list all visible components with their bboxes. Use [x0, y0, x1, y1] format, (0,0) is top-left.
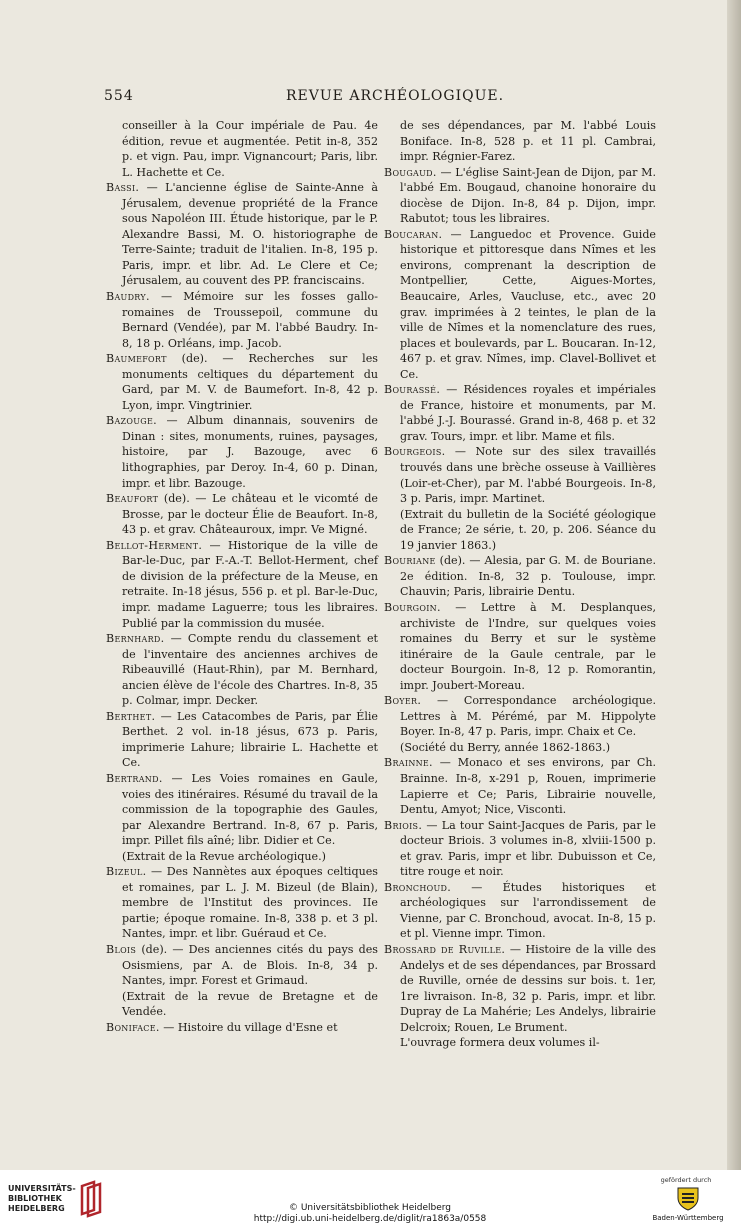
page-number: 554	[104, 88, 134, 104]
entry-text: — Lettre à M. Desplanques, archiviste de l'Indre, sur quelques voies romaines du Berry et sur le système itinéraire de la Gaule centrale, par le docteur Bourgoin. In-8, 12 p. Romorantin, impr. Joubert-Moreau.	[400, 600, 656, 692]
entry-author: Berthet.	[106, 709, 156, 723]
entry-author: Baumefort	[106, 352, 167, 366]
entry-author: Bougaud.	[384, 165, 437, 179]
entry-author: Boyer.	[384, 694, 422, 708]
bibliography-entry	[384, 227, 656, 382]
bibliography-entry	[106, 709, 378, 771]
entry-text: — Études historiques et archéologiques sur l'arrondissement de Vienne, par C. Bronchoud, avocat. In-8, 15 p. et pl. Vienne impr. Timon.	[400, 880, 656, 941]
copyright-block	[250, 1203, 490, 1225]
entry-text: — Album dinannais, souvenirs de Dinan : sites, monuments, ruines, paysages, histoire, par J. Bazouge, avec 6 lithographies, par Deroy. In-4, 60 p. Dinan, impr. et libr. Bazouge.	[122, 414, 378, 490]
bibliography-entry	[106, 180, 378, 289]
page-gutter-shadow	[727, 0, 741, 1170]
entry-text: (de). — Le château et le vicomté de Brosse, par le docteur Élie de Beaufort. In-8, 43 p. et grav. Châteauroux, impr. Ve Migné.	[122, 492, 378, 537]
bibliography-entry	[384, 600, 656, 693]
entry-text: — Les Voies romaines en Gaule, voies des itinéraires. Résumé du travail de la commission de la topographie des Gaules, par Alexandre Bertrand. In-8, 67 p. Paris, impr. Pillet fils aîné; libr. Didier et Ce.	[122, 771, 378, 848]
page-header	[104, 88, 684, 106]
entry-author: Bassi.	[106, 181, 140, 195]
library-name-line: HEIDELBERG	[8, 1204, 65, 1213]
entry-text: — Les Catacombes de Paris, par Élie Berthet. 2 vol. in-18 jésus, 673 p. Paris, imprimerie Lahure; librairie L. Hachette et Ce.	[122, 709, 378, 770]
entry-author: Beaufort	[106, 492, 159, 506]
entry-text: — Correspondance archéologique. Lettres à M. Pérémé, par M. Hippolyte Boyer. In-8, 47 p. Paris, impr. Chaix et Ce.	[400, 694, 656, 739]
bibliography-entry	[106, 118, 378, 180]
entry-author: Boniface.	[106, 1020, 160, 1034]
entry-text: (de). — Recherches sur les monuments celtiques du département du Gard, par M. V. de Baumefort. In-8, 42 p. Lyon, impr. Vingtrinier.	[122, 352, 378, 412]
bibliography-entry	[384, 693, 656, 740]
bibliography-entry	[106, 989, 378, 1020]
running-title: REVUE ARCHÉOLOGIQUE.	[286, 88, 505, 104]
entry-text: — La tour Saint-Jacques de Paris, par le docteur Briois. 3 volumes in-8, xlviii-1500 p. et grav. Paris, impr et libr. Dubuisson et Ce, titre rouge et noir.	[400, 818, 656, 879]
bibliography-entry	[106, 771, 378, 849]
entry-text: (de). — Alesia, par G. M. de Bouriane. 2e édition. In-8, 32 p. Toulouse, impr. Chauvin; Paris, librairie Dentu.	[400, 554, 656, 599]
bibliography-entry	[384, 118, 656, 165]
bibliography-entry	[106, 351, 378, 413]
right-column	[384, 118, 656, 1051]
entry-text: L'ouvrage formera deux volumes il-	[400, 1036, 600, 1050]
entry-author: Bernhard.	[106, 632, 165, 646]
bibliography-entry	[384, 1035, 656, 1051]
bibliography-entry	[384, 507, 656, 554]
entry-text: — Histoire de la ville des Andelys et de ses dépendances, par Brossard de Ruville, ornée de dessins sur bois. t. 1er, 1re livraison. In-8, 32 p. Paris, impr. et libr. Dupray de La Mahérie; Les Andelys, librairie Delcroix; Rouen, Le Brument.	[400, 942, 656, 1034]
bibliography-entry	[106, 491, 378, 538]
entry-text: de ses dépendances, par M. l'abbé Louis Boniface. In-8, 528 p. et 11 pl. Cambrai, impr. Régnier-Farez.	[400, 119, 656, 164]
bibliography-entry	[106, 849, 378, 865]
entry-text: — Histoire du village d'Esne et	[159, 1020, 338, 1034]
library-name-line: UNIVERSITÄTS-	[8, 1184, 76, 1193]
bibliography-entry	[106, 538, 378, 631]
permalink-url[interactable]: http://digi.ub.uni-heidelberg.de/diglit/ra1863a/0558	[253, 1214, 487, 1224]
entry-text: — L'église Saint-Jean de Dijon, par M. l'abbé Em. Bougaud, chanoine honoraire du diocèse de Dijon. In-8, 84 p. Dijon, impr. Rabutot; tous les libraires.	[400, 165, 656, 226]
entry-author: Bourgoin.	[384, 600, 441, 614]
library-logo-icon	[78, 1180, 102, 1218]
bibliography-entry	[384, 553, 656, 600]
entry-text: — Compte rendu du classement et de l'inventaire des anciennes archives de Ribeauvillé (Haut-Rhin), par M. Bernhard, ancien élève de l'école des Chartres. In-8, 35 p. Colmar, impr. Decker.	[122, 632, 378, 708]
entry-text: (Extrait du bulletin de la Société géologique de France; 2e série, t. 20, p. 206. Séance du 19 janvier 1863.)	[400, 507, 656, 552]
entry-author: Bazouge.	[106, 414, 157, 428]
entry-text: — Monaco et ses environs, par Ch. Brainne. In-8, x-291 p, Rouen, imprimerie Lapierre et Ce; Paris, Librairie nouvelle, Dentu, Amyot; Nice, Visconti.	[400, 756, 656, 817]
entry-author: Blois	[106, 942, 137, 956]
entry-text: — Languedoc et Provence. Guide historique et pittoresque dans Nîmes et les environs, comprenant la description de Montpellier, Cette, Aigues-Mortes, Beaucaire, Arles, Vaucluse, etc., avec 20 grav. imprimées à 2 teintes, le plan de la ville de Nîmes et la nomenclature des rues, places et boulevards, par L. Boucaran. In-12, 467 p. et grav. Nîmes, imp. Clavel-Bollivet et Ce.	[400, 227, 656, 381]
bibliography-entry	[106, 631, 378, 709]
library-name-line: BIBLIOTHEK	[8, 1194, 62, 1203]
funded-by-label: gefördert durch	[660, 1176, 712, 1184]
funder-name: Baden-Württemberg	[652, 1214, 724, 1222]
entry-author: Bronchoud.	[384, 880, 452, 894]
bibliography-entry	[106, 942, 378, 989]
bibliography-entry	[106, 413, 378, 491]
entry-author: Bizeul.	[106, 865, 147, 879]
bibliography-entry	[384, 740, 656, 756]
entry-author: Bellot-Herment.	[106, 538, 203, 552]
entry-text: — Note sur des silex travaillés trouvés dans une brèche osseuse à Vaillières (Loir-et-Cher), par M. l'abbé Bourgeois. In-8, 3 p. Paris, impr. Martinet.	[400, 445, 656, 506]
entry-author: Bourassé.	[384, 383, 441, 397]
digitization-footer	[0, 1170, 741, 1227]
entry-author: Bouriane	[384, 554, 436, 568]
entry-author: Bertrand.	[106, 771, 163, 785]
entry-text: — Mémoire sur les fosses gallo-romaines de Troussepoil, commune du Bernard (Vendée), par M. l'abbé Baudry. In-8, 18 p. Orléans, imp. Jacob.	[122, 290, 378, 350]
bibliography-entry	[106, 1020, 378, 1036]
bibliography-entry	[106, 289, 378, 351]
entry-author: Brossard de Ruville.	[384, 942, 506, 956]
bibliography-entry	[106, 864, 378, 942]
copyright-text: © Universitätsbibliothek Heidelberg	[288, 1203, 451, 1213]
bibliography-entry	[384, 444, 656, 506]
entry-text: — Des Nannètes aux époques celtiques et romaines, par L. J. M. Bizeul (de Blain), membre de l'Institut des provinces. IIe partie; époque romaine. In-8, 338 p. et 3 pl. Nantes, impr. et libr. Guéraud et Ce.	[122, 865, 378, 941]
bibliography-entry	[384, 382, 656, 444]
entry-author: Bourgeois.	[384, 445, 446, 459]
entry-text: — Historique de la ville de Bar-le-Duc, par F.-A.-T. Bellot-Herment, chef de division de la préfecture de la Meuse, en retraite. In-18 jésus, 556 p. et pl. Bar-le-Duc, impr. madame Laguerre; tous les libraires. Publié par la commission du musée.	[122, 538, 378, 630]
entry-author: Baudry.	[106, 290, 150, 304]
bibliography-entry	[384, 755, 656, 817]
bibliography-entry	[384, 942, 656, 1035]
state-coat-of-arms-icon	[675, 1185, 701, 1211]
entry-author: Briois.	[384, 818, 423, 832]
entry-text: (Extrait de la revue de Bretagne et de Vendée.	[122, 989, 378, 1019]
library-name	[8, 1184, 76, 1214]
bibliography-entry	[384, 818, 656, 880]
entry-author: Brainne.	[384, 756, 433, 770]
entry-text: (de). — Des anciennes cités du pays des Osismiens, par A. de Blois. In-8, 34 p. Nantes, impr. Forest et Grimaud.	[122, 942, 378, 988]
entry-text: — Résidences royales et impériales de France, histoire et monuments, par M. l'abbé J.-J. Bourassé. Grand in-8, 468 p. et 32 grav. Tours, impr. et libr. Mame et fils.	[400, 383, 656, 443]
entry-text: (Société du Berry, année 1862-1863.)	[400, 740, 611, 754]
entry-text: conseiller à la Cour impériale de Pau. 4e édition, revue et augmentée. Petit in-8, 352 p. et vign. Pau, impr. Vignancourt; Paris, libr. L. Hachette et Ce.	[122, 119, 378, 179]
bibliography-entry	[384, 880, 656, 942]
entry-text: — L'ancienne église de Sainte-Anne à Jérusalem, devenue propriété de la France sous Napoléon III. Étude historique, par le P. Alexandre Bassi, M. O. historiographe de Terre-Sainte; traduit de l'italien. In-8, 195 p. Paris, impr. et libr. Ad. Le Clere et Ce; Jérusalem, au couvent des PP. franciscains.	[122, 181, 378, 288]
entry-author: Boucaran.	[384, 227, 443, 241]
entry-text: (Extrait de la Revue archéologique.)	[122, 849, 326, 863]
left-column	[106, 118, 378, 1035]
bibliography-entry	[384, 165, 656, 227]
